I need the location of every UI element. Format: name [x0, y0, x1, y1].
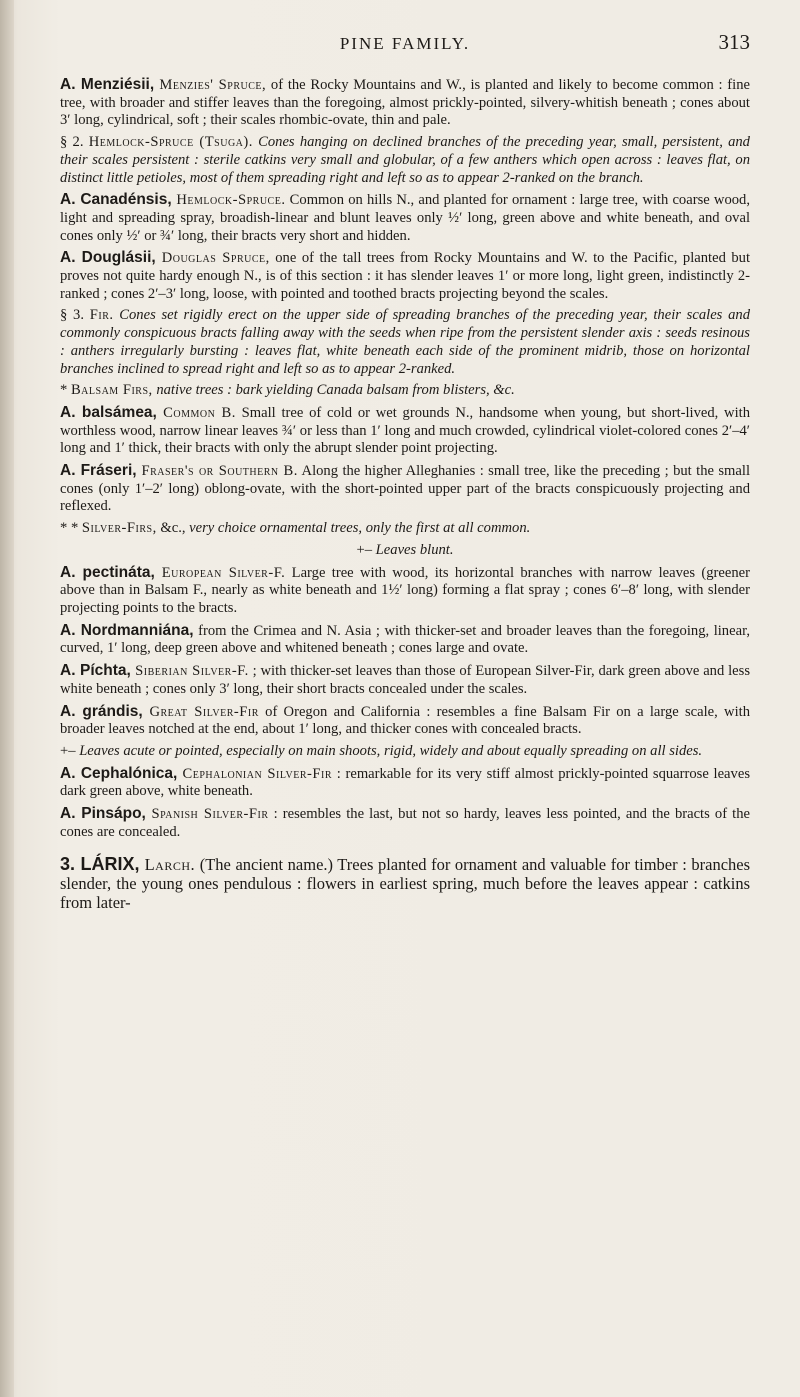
- paragraph-text: ; with thicker-set leaves than those of European Silver-Fir, dark green above and less white beneath ; cones only 3′ long, their short bracts concealed under the scales.: [60, 663, 750, 697]
- paragraph-text: Along the higher Alleghanies : small tree, like the preceding ; but the small cones (only 1′–2′ long) oblong-ovate, with the short-pointed upper part of the bracts conspicuously projecting and reflexed.: [60, 463, 750, 515]
- paragraph-text: § 2.: [60, 134, 89, 151]
- common-name: Siberian Silver-F.: [130, 663, 249, 680]
- running-title: PINE FAMILY.: [339, 34, 471, 53]
- common-name: Douglas Spruce,: [155, 250, 270, 267]
- paragraph-text: +–: [60, 742, 80, 759]
- paragraph: [60, 191, 750, 245]
- common-name: Common B.: [156, 404, 236, 421]
- paragraph: [60, 765, 750, 801]
- page-body: [60, 76, 750, 916]
- paragraph: [60, 520, 750, 538]
- common-name: Great Silver-Fir: [142, 703, 259, 720]
- paragraph: [60, 662, 750, 698]
- paragraph-text: : resembles the last, but not so hardy, leaves less pointed, and the bracts of the cones are concealed.: [60, 806, 750, 840]
- paragraph: [60, 542, 750, 560]
- common-name: Silver-Firs,: [81, 520, 157, 537]
- paragraph: [60, 404, 750, 458]
- paragraph: [60, 703, 750, 739]
- paragraph-text: one of the tall trees from Rocky Mountains and W. to the Pacific, planted but proves not quite hardy enough N., is of this section : it has slender leaves 1′ or more long, light green, indistinctly 2-ranked ; cones 2′–3′ long, loose, with pointed and toothed bracts projecting beyond the scales.: [60, 250, 751, 302]
- species-name: A. grándis,: [60, 702, 143, 720]
- paragraph: [60, 382, 750, 400]
- common-name: Larch.: [139, 855, 196, 875]
- paragraph-text: Cones hanging on declined branches of the preceding year, small, persistent, and their scales persistent : sterile catkins very small and globular, of a few anthers which open across : leaves flat, on distinct little petioles, most of them spreading right and left so as to appear 2-ranked on the branch.: [60, 134, 750, 186]
- species-name: A. Pinsápo,: [60, 805, 146, 823]
- paragraph-text: : remarkable for its very stiff almost prickly-pointed squarrose leaves dark green above, white beneath.: [60, 765, 750, 800]
- page-header: [60, 30, 750, 60]
- paragraph: [60, 622, 750, 658]
- common-name: Hemlock-Spruce.: [171, 192, 286, 209]
- paragraph: [60, 307, 750, 378]
- paragraph-text: Common on hills N., and planted for ornament : large tree, with coarse wood, light and spreading spray, broadish-linear and blunt leaves only ½′ long, green above and white beneath, and oval cones only ½′ or ¾′ long, their bracts very short and hidden.: [60, 192, 750, 244]
- paragraph: [60, 462, 750, 516]
- page-number: 313: [718, 30, 750, 54]
- common-name: Spanish Silver-Fir: [145, 806, 269, 823]
- common-name: Fir.: [89, 307, 114, 324]
- page-gutter-shadow: [0, 0, 14, 1397]
- paragraph-text: Leaves acute or pointed, especially on main shoots, rigid, widely and about equally spreading on all sides.: [79, 742, 703, 759]
- species-name: A. Píchta,: [60, 662, 131, 680]
- species-name: A. Menziésii,: [60, 76, 155, 93]
- paragraph-text: native trees : bark yielding Canada balsam from blisters, &c.: [152, 382, 515, 399]
- paragraph-text: § 3.: [60, 307, 90, 324]
- species-name: A. Cephalónica,: [60, 764, 178, 782]
- paragraph: [60, 564, 750, 618]
- species-name: A. Canadénsis,: [60, 191, 172, 209]
- species-name: A. Fráseri,: [60, 462, 137, 480]
- paragraph-text: +–: [356, 541, 376, 558]
- paragraph-text: from the Crimea and N. Asia ; with thicker-set and broader leaves than the foregoing, linear, curved, 1′ long, deep green above and whitened beneath ; cones large and ovate.: [60, 622, 750, 657]
- paragraph-text: (The ancient name.) Trees planted for ornament and valuable for timber : branches slender, the young ones pendulous : flowers in earliest spring, much before the leaves appear : catkins from later-: [60, 855, 751, 913]
- species-name: A. pectináta,: [60, 563, 155, 581]
- common-name: Hemlock-Spruce (Tsuga).: [88, 134, 253, 151]
- paragraph-text: &c.,: [156, 520, 190, 537]
- paragraph: [60, 134, 750, 187]
- species-name: A. Douglásii,: [60, 249, 156, 267]
- paragraph-text: Large tree with wood, its horizontal branches with narrow leaves (greener above than in Balsam F., nearly as white beneath and 1½′ long) forming a flat spray ; cones 6′–8′ long, with slender projecting points to the bracts.: [60, 564, 750, 616]
- paragraph-text: Small tree of cold or wet grounds N., handsome when young, but short-lived, with worthless wood, narrow linear leaves ¾′ or less than 1′ long and much crowded, cylindrical violet-colored cones 2′–4′ long and 1′ thick, their bracts with only the abrupt slender point projecting.: [60, 404, 750, 457]
- common-name: European Silver-F.: [154, 564, 286, 581]
- common-name: Menzies' Spruce,: [154, 77, 267, 93]
- common-name: Balsam Firs,: [70, 382, 153, 399]
- species-name: A. Nordmanniána,: [60, 621, 194, 639]
- paragraph: [60, 805, 750, 841]
- paragraph: [60, 855, 750, 912]
- paragraph: [60, 743, 750, 761]
- species-name: 3. LÁRIX,: [60, 854, 140, 875]
- paragraph-text: of Oregon and California : resembles a fine Balsam Fir on a large scale, with broader leaves notched at the end, about 1′ long, and thicker cones with concealed bracts.: [60, 703, 751, 738]
- paragraph-text: Cones set rigidly erect on the upper side of spreading branches of the preceding year, their scales and commonly conspicuous bracts falling away with the seeds when ripe from the persistent slender axis : seeds resinous : anthers irregularly bursting : leaves flat, white beneath each side of the prominent midrib, those on horizontal branches inclined to spread right and left so as to appear 2-ranked.: [60, 307, 750, 377]
- paragraph-text: of the Rocky Mountains and W., is planted and likely to become common : fine tree, with broader and stiffer leaves than the foregoing, almost prickly-pointed, silvery-whitish beneath ; cones about 3′ long, cylindrical, soft ; their scales rhombic-ovate, thin and pale.: [60, 77, 750, 129]
- paragraph-text: Leaves blunt.: [375, 541, 454, 558]
- paragraph-text: *: [60, 382, 71, 399]
- paragraph: [60, 76, 750, 130]
- paragraph-text: very choice ornamental trees, only the first at all common.: [189, 520, 531, 537]
- common-name: Fraser's or Southern B.: [136, 463, 298, 480]
- common-name: Cephalonian Silver-Fir: [177, 765, 333, 782]
- species-name: A. balsámea,: [60, 403, 157, 421]
- paragraph-text: * *: [60, 520, 82, 537]
- paragraph: [60, 249, 750, 303]
